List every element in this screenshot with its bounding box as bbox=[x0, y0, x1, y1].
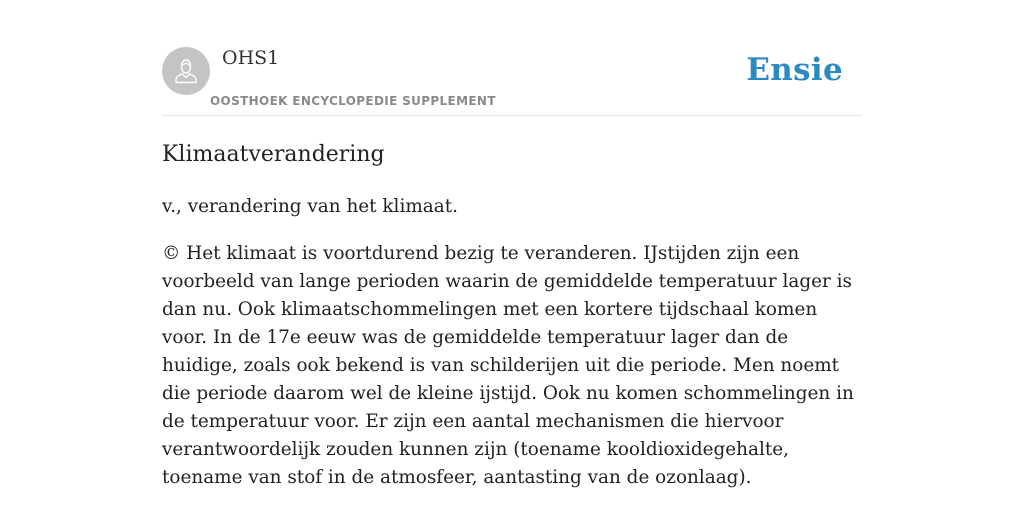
source-name[interactable]: OOSTHOEK ENCYCLOPEDIE SUPPLEMENT bbox=[210, 94, 496, 108]
article-definition: v., verandering van het klimaat. bbox=[162, 196, 458, 217]
source-header bbox=[162, 0, 862, 116]
user-avatar-icon[interactable] bbox=[162, 47, 210, 95]
page bbox=[162, 0, 862, 512]
article-body: © Het klimaat is voortdurend bezig te veranderen. IJstijden zijn een voorbeeld van lange perioden waarin de gemiddelde temperatuur lager is dan nu. Ook klimaatschommelingen met een kortere tijdschaal komen voor. In de 17e eeuw was de gemiddelde temperatuur lager dan de huidige, zoals ook bekend is van schilderijen uit die periode. Men noemt die periode daarom wel de kleine ijstijd. Ook nu komen schommelingen in de temperatuur voor. Er zijn een aantal mechanismen die hiervoor verantwoordelijk zouden kunnen zijn (toename kooldioxidegehalte, toename van stof in de atmosfeer, aantasting van de ozonlaag). bbox=[162, 243, 854, 488]
article-title: Klimaatverandering bbox=[162, 142, 385, 167]
source-code[interactable]: OHS1 bbox=[222, 47, 280, 69]
ensie-logo[interactable]: Ensie bbox=[746, 52, 843, 88]
